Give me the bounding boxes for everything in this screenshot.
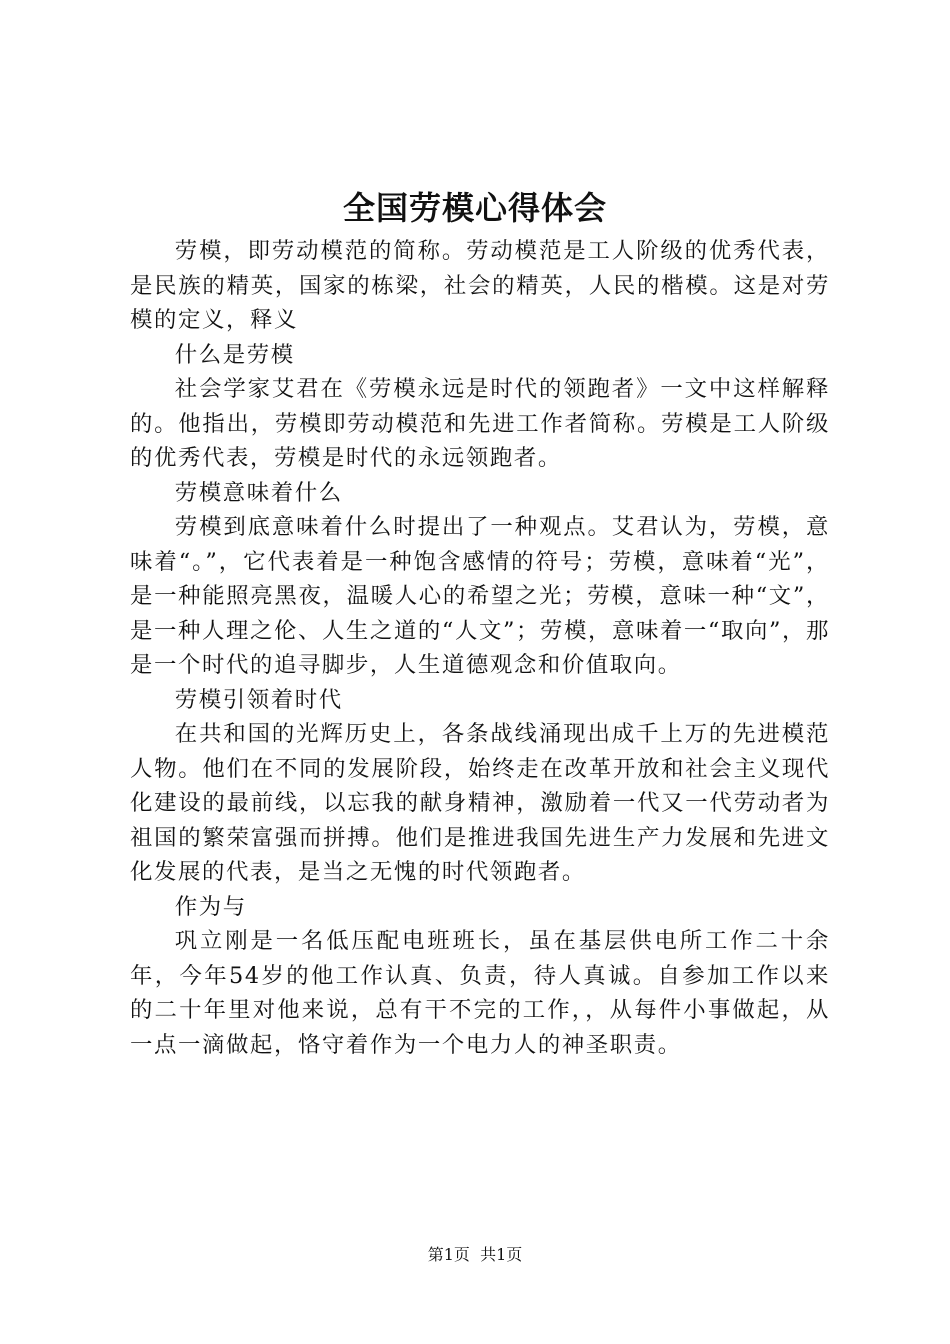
document-title: 全国劳模心得体会 xyxy=(342,189,607,227)
section-heading-what-is: 什么是劳模 xyxy=(174,341,295,368)
paragraph-leading: 在共和国的光辉历史上，各条战线涌现出成千上万的先进模范人物。他们在不同的发展阶段，始终走在改革开放和社会主义现代化建设的最前线，以忘我的献身精神，激励着一代又一代劳动者为祖国的繁荣富强而拼搏。他们是推进我国先进生产力发展和先进文化发展的代表，是当之无愧的时代领跑者。 xyxy=(130,721,830,885)
page-total: 共1页 xyxy=(480,1245,523,1264)
paragraph-meaning: 劳模到底意味着什么时提出了一种观点。艾君认为，劳模，意味着“。”，它代表着是一种饱含感情的符号；劳模，意味着“光”，是一种能照亮黑夜，温暖人心的希望之光；劳模，意味一种“文”，是一种人理之伦、人生之道的“人文”；劳模，意味着一“取向”，那是一个时代的追寻脚步，人生道德观念和价值取向。 xyxy=(130,514,830,678)
section-heading-meaning: 劳模意味着什么 xyxy=(174,479,343,506)
page-number: 第1页 xyxy=(427,1245,470,1264)
paragraph-definition: 劳模，即劳动模范的简称。劳动模范是工人阶级的优秀代表，是民族的精英，国家的栋梁，社会的精英，人民的楷模。这是对劳模的定义，释义 xyxy=(130,238,830,333)
section-heading-deeds: 作为与 xyxy=(174,893,247,920)
document-body xyxy=(130,234,830,1062)
page-footer xyxy=(0,1244,950,1266)
paragraph-deeds: 巩立刚是一名低压配电班班长，虽在基层供电所工作二十余年，今年54岁的他工作认真、负责，待人真诚。自参加工作以来的二十年里对他来说，总有干不完的工作，，从每件小事做起，从一点一滴做起，恪守着作为一个电力人的神圣职责。 xyxy=(130,928,830,1058)
paragraph-explanation: 社会学家艾君在《劳模永远是时代的领跑者》一文中这样解释的。他指出，劳模即劳动模范和先进工作者简称。劳模是工人阶级的优秀代表，劳模是时代的永远领跑者。 xyxy=(130,376,830,471)
section-heading-leading: 劳模引领着时代 xyxy=(174,686,343,713)
